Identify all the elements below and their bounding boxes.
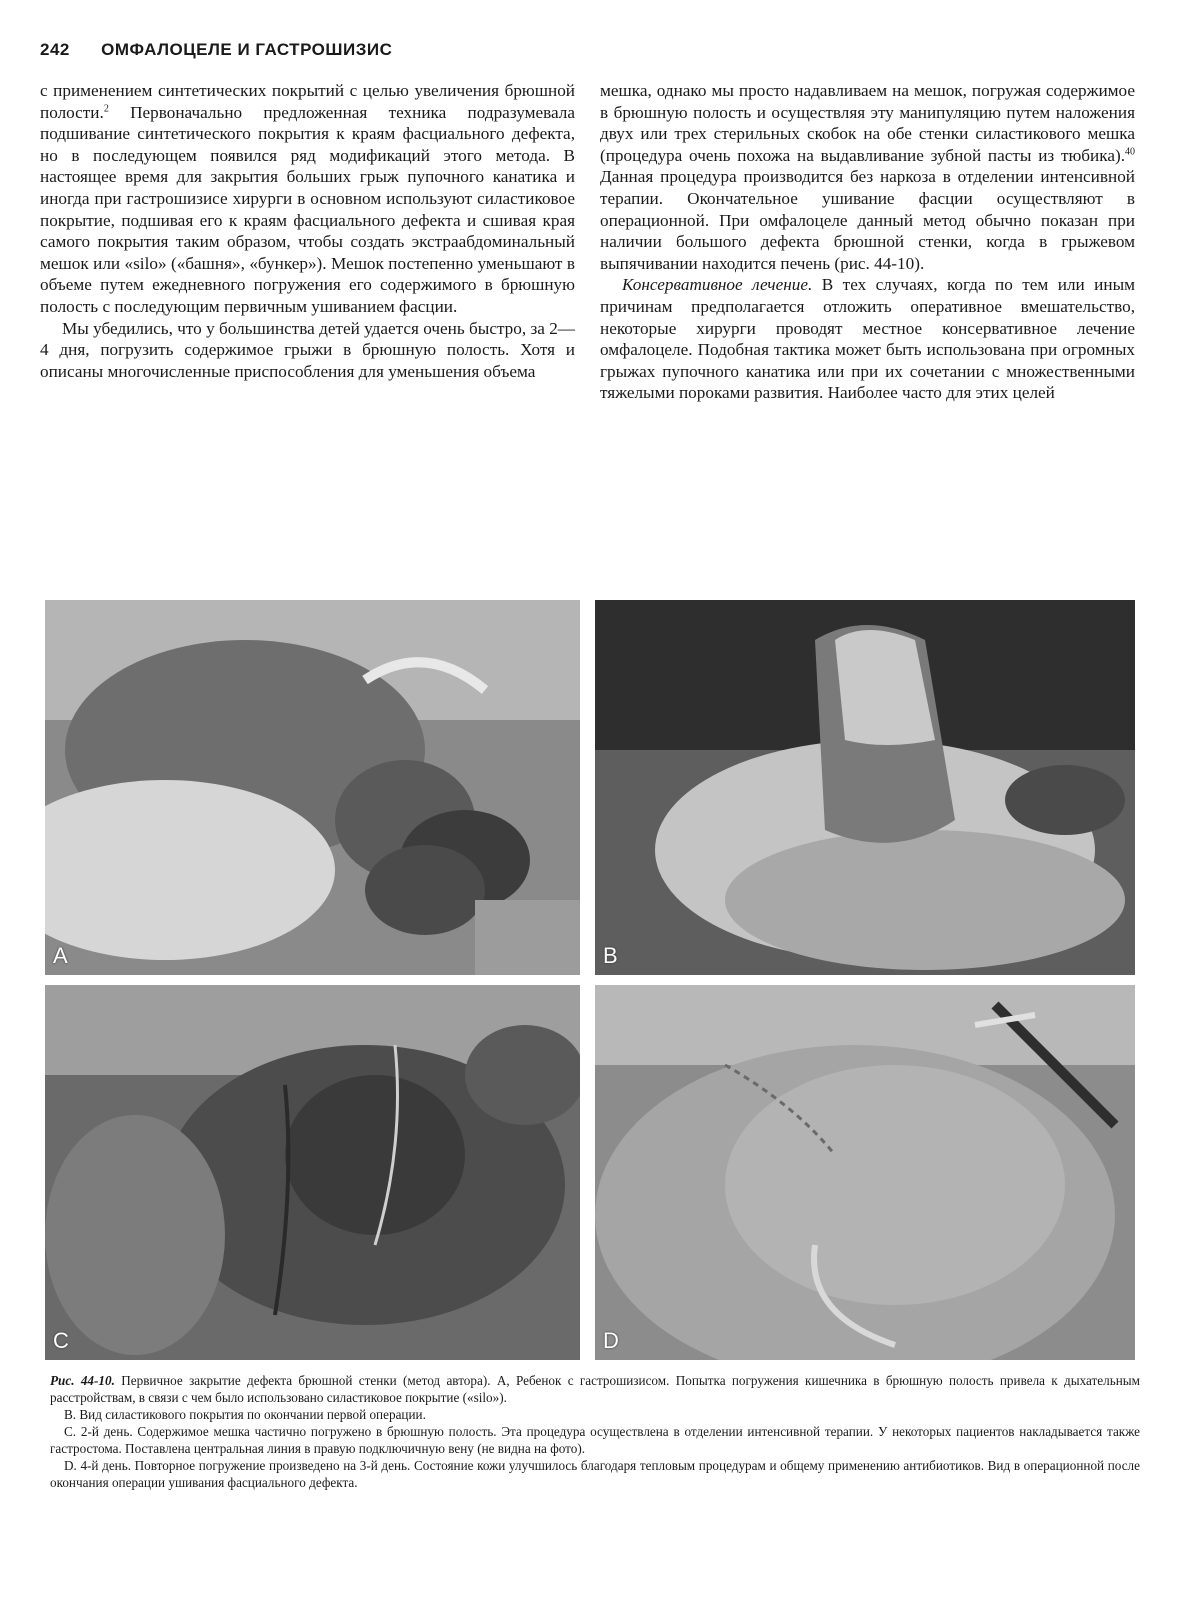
figure-photo-d <box>595 985 1135 1360</box>
caption-c: С. 2-й день. Содержимое мешка частично погружено в брюшную полость. Эта процедура осуществлена в отделении интенсивной терапии. У некоторых пациентов накладывается также гастростома. Поставлена центральная линия в правую подключичную вену (не видна на фото). <box>50 1424 1140 1456</box>
photo-a-label: A <box>53 943 68 968</box>
right-text-column <box>600 80 1135 404</box>
caption-main-text: Первичное закрытие дефекта брюшной стенки (метод автора). А, Ребенок с гастрошизисом. Попытка погружения кишечника в брюшную полость привела к дыхательным расстройствам, в связи с чем было использовано силастиковое покрытие («silo»). <box>50 1373 1140 1405</box>
caption-main <box>50 1372 1140 1406</box>
right-paragraph-2-text: В тех случаях, когда по тем или иным причинам предполагается отложить оперативное вмешательство, некоторые хирурги проводят местное консервативное лечение омфалоцеле. Подобная тактика может быть использована при огромных грыжах пупочного канатика или при их сочетании с множественными тяжелыми пороками развития. Наиболее часто для этих целей <box>600 275 1136 403</box>
figure-photo-c <box>45 985 580 1360</box>
right-paragraph-1-text: мешка, однако мы просто надавливаем на мешок, погружая содержимое в брюшную полость и осуществляя эту манипуляцию путем наложения двух или трех стерильных скобок на обе стенки силастикового мешка (процедура очень похожа на выдавливание зубной пасты из тюбика). <box>600 81 1135 165</box>
left-paragraph-1-continued: Первоначально предложенная техника подразумевала подшивание синтетического покрытия к краям фасциального дефекта, но в последующем появился ряд модификаций этого метода. В настоящее время для закрытия больших грыж пупочного канатика и иногда при гастрошизисе хирурги в основном используют силастиковое покрытие, подшивая его к краям фасциального дефекта и сшивая края самого покрытия таким образом, чтобы создать экстраабдоминальный мешок или «silo» («башня», «бункер»). Мешок постепенно уменьшают в объеме путем ежедневного погружения его содержимого в брюшную полость с последующим первичным ушиванием фасции. <box>40 102 575 316</box>
photo-a-image <box>45 600 580 975</box>
figure-caption <box>50 1372 1140 1491</box>
figure-photo-a <box>45 600 580 975</box>
photo-b-image <box>595 600 1135 975</box>
left-text-column <box>40 80 575 382</box>
page-header <box>40 40 1150 70</box>
caption-figure-ref: Рис. 44-10. <box>50 1373 115 1388</box>
photo-c-label: C <box>53 1328 69 1353</box>
right-paragraph-1-continued: Данная процедура производится без наркоза в отделении интенсивной терапии. Окончательное ушивание фасции осуществляют в операционной. При омфалоцеле данный метод обычно показан при наличии большого дефекта брюшной стенки, когда в грыжевом выпячивании находится печень (рис. 44-10). <box>600 167 1135 273</box>
photo-c-image <box>45 985 580 1360</box>
photo-d-label: D <box>603 1328 619 1353</box>
conservative-treatment-heading: Консервативное лечение. <box>622 275 813 295</box>
footnote-ref-40: 40 <box>1125 146 1135 158</box>
caption-d: D. 4-й день. Повторное погружение произведено на 3-й день. Состояние кожи улучшилось благодаря тепловым процедурам и общему применению антибиотиков. Вид в операционной после окончания операции ушивания фасциального дефекта. <box>50 1458 1140 1490</box>
figure-photo-b <box>595 600 1135 975</box>
running-title: ОМФАЛОЦЕЛЕ И ГАСТРОШИЗИС <box>101 40 393 59</box>
photo-b-label: B <box>603 943 618 968</box>
page-number: 242 <box>40 40 70 59</box>
left-paragraph-2: Мы убедились, что у большинства детей удается очень быстро, за 2—4 дня, погрузить содержимое грыжи в брюшную полость. Хотя и описаны многочисленные приспособления для уменьшения объема <box>40 318 575 381</box>
right-paragraph-1 <box>600 80 1135 274</box>
footnote-ref-2: 2 <box>103 102 109 114</box>
left-paragraph-1-text: с применением синтетических покрытий с целью увеличения брюшной полости. <box>40 81 575 122</box>
right-paragraph-2 <box>600 274 1135 404</box>
left-paragraph-1 <box>40 80 575 318</box>
caption-b: B. Вид силастикового покрытия по окончании первой операции. <box>64 1407 426 1422</box>
photo-d-image <box>595 985 1135 1360</box>
